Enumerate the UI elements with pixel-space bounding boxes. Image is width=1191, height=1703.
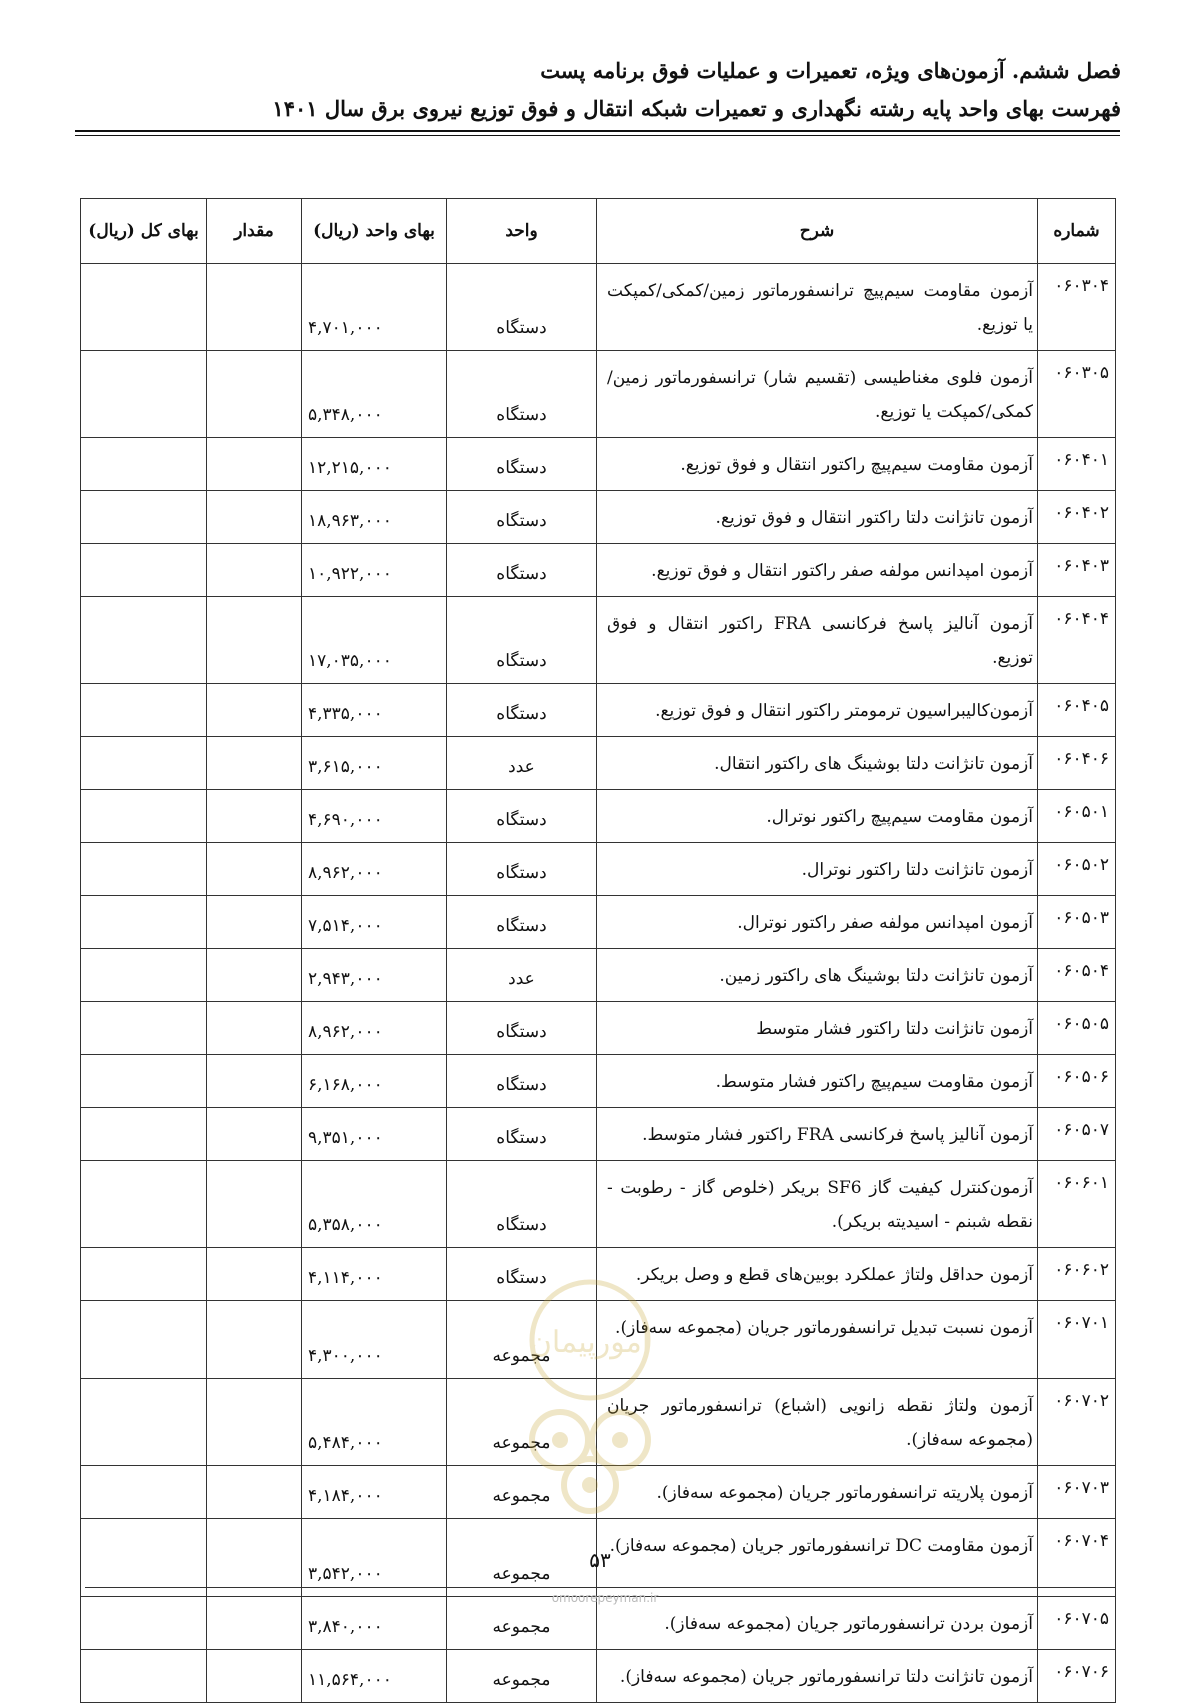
row-quantity — [207, 949, 302, 1002]
row-quantity — [207, 1650, 302, 1703]
row-total-price — [81, 1650, 207, 1703]
row-unit-price: ۷,۵۱۴,۰۰۰ — [302, 896, 447, 949]
row-code: ۰۶۰۷۰۳ — [1038, 1466, 1116, 1519]
row-unit: عدد — [447, 949, 597, 1002]
row-quantity — [207, 843, 302, 896]
row-unit-price: ۳,۶۱۵,۰۰۰ — [302, 737, 447, 790]
row-description: آزمون ولتاژ نقطه زانویی (اشباع) ترانسفورماتور جریان (مجموعه سه‌فاز). — [597, 1379, 1038, 1466]
row-unit-price: ۱۷,۰۳۵,۰۰۰ — [302, 597, 447, 684]
row-unit: دستگاه — [447, 491, 597, 544]
row-unit: مجموعه — [447, 1597, 597, 1650]
row-unit-price: ۸,۹۶۲,۰۰۰ — [302, 1002, 447, 1055]
row-description: آزمون تانژانت دلتا بوشینگ های راکتور زمین. — [597, 949, 1038, 1002]
table-row — [81, 1002, 1116, 1055]
document-title: فهرست بهای واحد پایه رشته نگهداری و تعمیرات شبکه انتقال و فوق توزیع نیروی برق سال ۱۴۰۱ — [272, 96, 1121, 121]
row-unit: دستگاه — [447, 264, 597, 351]
row-total-price — [81, 843, 207, 896]
row-total-price — [81, 1379, 207, 1466]
row-code: ۰۶۰۵۰۲ — [1038, 843, 1116, 896]
row-description: آزمون فلوی مغناطیسی (تقسیم شار) ترانسفورماتور زمین/کمکی/کمپکت یا توزیع. — [597, 351, 1038, 438]
row-unit: مجموعه — [447, 1519, 597, 1597]
row-unit-price: ۹,۳۵۱,۰۰۰ — [302, 1108, 447, 1161]
table-row — [81, 843, 1116, 896]
row-code: ۰۶۰۷۰۴ — [1038, 1519, 1116, 1597]
row-quantity — [207, 1301, 302, 1379]
row-unit: مجموعه — [447, 1466, 597, 1519]
table-row — [81, 491, 1116, 544]
row-unit: مجموعه — [447, 1379, 597, 1466]
row-code: ۰۶۰۵۰۴ — [1038, 949, 1116, 1002]
row-code: ۰۶۰۴۰۶ — [1038, 737, 1116, 790]
row-unit-price: ۳,۵۴۲,۰۰۰ — [302, 1519, 447, 1597]
row-code: ۰۶۰۶۰۱ — [1038, 1161, 1116, 1248]
row-unit: مجموعه — [447, 1650, 597, 1703]
table-row — [81, 790, 1116, 843]
row-quantity — [207, 1002, 302, 1055]
row-quantity — [207, 684, 302, 737]
row-description: آزمون امپدانس مولفه صفر راکتور انتقال و فوق توزیع. — [597, 544, 1038, 597]
header-rule-thick — [75, 130, 1120, 132]
row-unit-price: ۲,۹۴۳,۰۰۰ — [302, 949, 447, 1002]
table-row — [81, 949, 1116, 1002]
row-quantity — [207, 1161, 302, 1248]
row-total-price — [81, 264, 207, 351]
row-unit: دستگاه — [447, 438, 597, 491]
row-code: ۰۶۰۴۰۴ — [1038, 597, 1116, 684]
row-total-price — [81, 1519, 207, 1597]
row-description: آزمون آنالیز پاسخ فرکانسی FRA راکتور فشار متوسط. — [597, 1108, 1038, 1161]
row-total-price — [81, 1055, 207, 1108]
row-total-price — [81, 949, 207, 1002]
row-total-price — [81, 684, 207, 737]
row-code: ۰۶۰۷۰۲ — [1038, 1379, 1116, 1466]
row-quantity — [207, 1597, 302, 1650]
row-description: آزمون مقاومت سیم‌پیچ راکتور فشار متوسط. — [597, 1055, 1038, 1108]
row-description: آزمون نسبت تبدیل ترانسفورماتور جریان (مجموعه سه‌فاز). — [597, 1301, 1038, 1379]
table-header-row — [81, 199, 1116, 264]
table-row — [81, 896, 1116, 949]
row-code: ۰۶۰۵۰۵ — [1038, 1002, 1116, 1055]
row-unit: دستگاه — [447, 1248, 597, 1301]
row-description: آزمون حداقل ولتاژ عملکرد بوبین‌های قطع و وصل بریکر. — [597, 1248, 1038, 1301]
row-unit: دستگاه — [447, 1002, 597, 1055]
row-description: آزمون تانژانت دلتا راکتور انتقال و فوق توزیع. — [597, 491, 1038, 544]
gear-stamp-icon — [505, 1270, 675, 1520]
row-unit: دستگاه — [447, 790, 597, 843]
table-row — [81, 351, 1116, 438]
header-quantity: مقدار — [207, 199, 302, 264]
row-code: ۰۶۰۷۰۶ — [1038, 1650, 1116, 1703]
row-unit: دستگاه — [447, 1055, 597, 1108]
row-unit: دستگاه — [447, 351, 597, 438]
row-total-price — [81, 1161, 207, 1248]
row-total-price — [81, 491, 207, 544]
row-code: ۰۶۰۵۰۱ — [1038, 790, 1116, 843]
row-code: ۰۶۰۵۰۶ — [1038, 1055, 1116, 1108]
chapter-title: فصل ششم. آزمون‌های ویژه، تعمیرات و عملیات فوق برنامه پست — [540, 58, 1121, 83]
page-number: ۵۳ — [589, 1548, 611, 1572]
row-unit-price: ۱۰,۹۲۲,۰۰۰ — [302, 544, 447, 597]
row-total-price — [81, 737, 207, 790]
table-row — [81, 264, 1116, 351]
row-unit-price: ۸,۹۶۲,۰۰۰ — [302, 843, 447, 896]
row-description: آزمون مقاومت سیم‌پیچ راکتور نوترال. — [597, 790, 1038, 843]
row-description: آزمون‌کالیبراسیون ترمومتر راکتور انتقال و فوق توزیع. — [597, 684, 1038, 737]
footer-rule — [85, 1587, 1115, 1588]
row-total-price — [81, 351, 207, 438]
row-code: ۰۶۰۳۰۵ — [1038, 351, 1116, 438]
row-description: آزمون‌کنترل کیفیت گاز SF6 بریکر (خلوص گاز - رطوبت - نقطه شبنم - اسیدیته بریکر). — [597, 1161, 1038, 1248]
table-row — [81, 1161, 1116, 1248]
row-total-price — [81, 1301, 207, 1379]
row-code: ۰۶۰۴۰۵ — [1038, 684, 1116, 737]
row-total-price — [81, 1597, 207, 1650]
row-unit-price: ۱۱,۵۶۴,۰۰۰ — [302, 1650, 447, 1703]
row-quantity — [207, 351, 302, 438]
row-description: آزمون بردن ترانسفورماتور جریان (مجموعه سه‌فاز). — [597, 1597, 1038, 1650]
header-unit: واحد — [447, 199, 597, 264]
row-description: آزمون تانژانت دلتا راکتور فشار متوسط — [597, 1002, 1038, 1055]
row-code: ۰۶۰۴۰۳ — [1038, 544, 1116, 597]
row-unit: عدد — [447, 737, 597, 790]
row-total-price — [81, 544, 207, 597]
row-unit-price: ۴,۷۰۱,۰۰۰ — [302, 264, 447, 351]
row-total-price — [81, 597, 207, 684]
table-row — [81, 438, 1116, 491]
table-row — [81, 737, 1116, 790]
row-unit: دستگاه — [447, 1161, 597, 1248]
table-row — [81, 1055, 1116, 1108]
header-total-price: بهای کل (ریال) — [81, 199, 207, 264]
row-quantity — [207, 1466, 302, 1519]
table-row — [81, 1108, 1116, 1161]
row-quantity — [207, 438, 302, 491]
row-unit: دستگاه — [447, 597, 597, 684]
row-description: آزمون پلاریته ترانسفورماتور جریان (مجموعه سه‌فاز). — [597, 1466, 1038, 1519]
row-code: ۰۶۰۷۰۱ — [1038, 1301, 1116, 1379]
row-quantity — [207, 264, 302, 351]
table-row — [81, 1650, 1116, 1703]
row-total-price — [81, 1108, 207, 1161]
row-total-price — [81, 896, 207, 949]
watermark-stamp — [505, 1270, 675, 1520]
table-row — [81, 544, 1116, 597]
row-unit-price: ۴,۱۸۴,۰۰۰ — [302, 1466, 447, 1519]
row-quantity — [207, 737, 302, 790]
row-unit: مجموعه — [447, 1301, 597, 1379]
row-total-price — [81, 790, 207, 843]
row-unit-price: ۱۲,۲۱۵,۰۰۰ — [302, 438, 447, 491]
header-rule-thin — [75, 135, 1120, 136]
row-quantity — [207, 1248, 302, 1301]
row-description: آزمون مقاومت سیم‌پیچ راکتور انتقال و فوق توزیع. — [597, 438, 1038, 491]
row-description: آزمون تانژانت دلتا بوشینگ های راکتور انتقال. — [597, 737, 1038, 790]
row-unit-price: ۱۸,۹۶۳,۰۰۰ — [302, 491, 447, 544]
row-quantity — [207, 790, 302, 843]
row-unit: دستگاه — [447, 684, 597, 737]
row-unit-price: ۴,۶۹۰,۰۰۰ — [302, 790, 447, 843]
row-total-price — [81, 1248, 207, 1301]
row-quantity — [207, 1379, 302, 1466]
row-total-price — [81, 1002, 207, 1055]
row-code: ۰۶۰۵۰۳ — [1038, 896, 1116, 949]
row-quantity — [207, 597, 302, 684]
row-quantity — [207, 1108, 302, 1161]
footer-site: omoorepeyman.ir — [551, 1591, 659, 1605]
row-unit: دستگاه — [447, 1108, 597, 1161]
row-total-price — [81, 1466, 207, 1519]
row-quantity — [207, 1055, 302, 1108]
header-unit-price: بهای واحد (ریال) — [302, 199, 447, 264]
row-description: آزمون مقاومت DC ترانسفورماتور جریان (مجموعه سه‌فاز). — [597, 1519, 1038, 1597]
header-description: شرح — [597, 199, 1038, 264]
header-code: شماره — [1038, 199, 1116, 264]
row-unit-price: ۵,۳۴۸,۰۰۰ — [302, 351, 447, 438]
row-code: ۰۶۰۴۰۱ — [1038, 438, 1116, 491]
table-row — [81, 684, 1116, 737]
row-quantity — [207, 491, 302, 544]
row-description: آزمون امپدانس مولفه صفر راکتور نوترال. — [597, 896, 1038, 949]
table-row — [81, 597, 1116, 684]
watermark-text: امورپیمان — [529, 1325, 651, 1360]
row-unit-price: ۵,۴۸۴,۰۰۰ — [302, 1379, 447, 1466]
row-unit-price: ۵,۳۵۸,۰۰۰ — [302, 1161, 447, 1248]
row-code: ۰۶۰۷۰۵ — [1038, 1597, 1116, 1650]
row-description: آزمون مقاومت سیم‌پیچ ترانسفورماتور زمین/کمکی/کمپکت یا توزیع. — [597, 264, 1038, 351]
row-unit: دستگاه — [447, 896, 597, 949]
row-description: آزمون تانژانت دلتا ترانسفورماتور جریان (مجموعه سه‌فاز). — [597, 1650, 1038, 1703]
row-code: ۰۶۰۴۰۲ — [1038, 491, 1116, 544]
row-unit: دستگاه — [447, 544, 597, 597]
row-unit-price: ۶,۱۶۸,۰۰۰ — [302, 1055, 447, 1108]
row-description: آزمون آنالیز پاسخ فرکانسی FRA راکتور انتقال و فوق توزیع. — [597, 597, 1038, 684]
row-unit-price: ۴,۱۱۴,۰۰۰ — [302, 1248, 447, 1301]
row-unit-price: ۳,۸۴۰,۰۰۰ — [302, 1597, 447, 1650]
row-quantity — [207, 1519, 302, 1597]
row-unit: دستگاه — [447, 843, 597, 896]
row-description: آزمون تانژانت دلتا راکتور نوترال. — [597, 843, 1038, 896]
row-code: ۰۶۰۵۰۷ — [1038, 1108, 1116, 1161]
row-code: ۰۶۰۳۰۴ — [1038, 264, 1116, 351]
row-code: ۰۶۰۶۰۲ — [1038, 1248, 1116, 1301]
row-unit-price: ۴,۳۰۰,۰۰۰ — [302, 1301, 447, 1379]
row-quantity — [207, 896, 302, 949]
row-unit-price: ۴,۳۳۵,۰۰۰ — [302, 684, 447, 737]
row-quantity — [207, 544, 302, 597]
row-total-price — [81, 438, 207, 491]
